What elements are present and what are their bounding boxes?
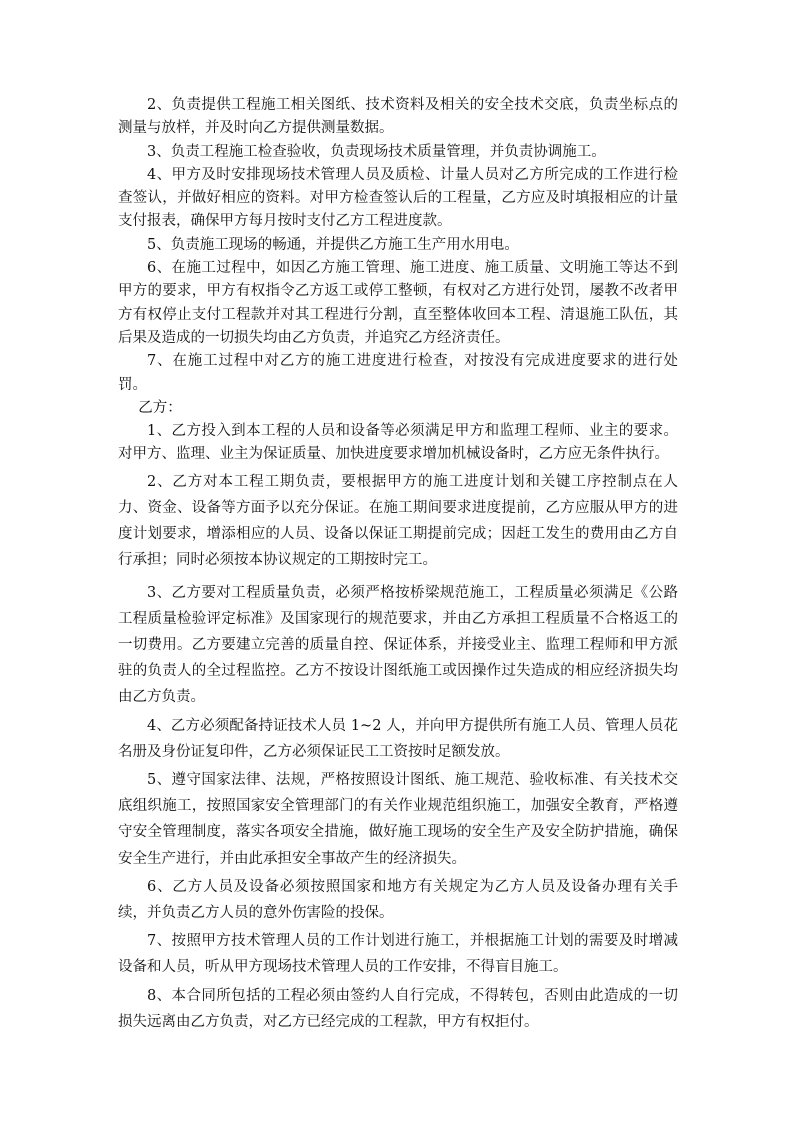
party-b-item-8: 8、本合同所包括的工程必须由签约人自行完成，不得转包，否则由此造成的一切损失远离由乙方负责，对乙方已经完成的工程款，甲方有权拒付。 (118, 987, 678, 1030)
party-a-item-7: 7、在施工过程中对乙方的施工进度进行检查，对按没有完成进度要求的进行处罚。 (118, 353, 678, 393)
party-b-item-1: 1、乙方投入到本工程的人员和设备等必须满足甲方和监理工程师、业主的要求。对甲方、监理、业主为保证质量、加快进度要求增加机械设备时，乙方应无条件执行。 (118, 423, 678, 463)
party-a-item-2: 2、负责提供工程施工相关图纸、技术资料及相关的安全技术交底，负责坐标点的测量与放样，并及时向乙方提供测量数据。 (118, 97, 678, 137)
document-body (118, 94, 678, 1037)
party-b-item-4: 4、乙方必须配备持证技术人员 1~2 人，并向甲方提供所有施工人员、管理人员花名册及身份证复印件，乙方必须保证民工工资按时足额发放。 (118, 717, 678, 760)
party-a-section (118, 94, 678, 467)
party-b-item-3: 3、乙方要对工程质量负责，必须严格按桥梁规范施工，工程质量必须满足《公路工程质量检验评定标准》及国家现行的规范要求，并由乙方承担工程质量不合格返工的一切费用。乙方要建立完善的质量自控、保证体系，并接受业主、监理工程师和甲方派驻的负责人的全过程监控。乙方不按设计图纸施工或因操作过失造成的相应经济损失均由乙方负责。 (118, 584, 678, 706)
party-b-item-7: 7、按照甲方技术管理人员的工作计划进行施工，并根据施工计划的需要及时增减设备和人员，听从甲方现场技术管理人员的工作安排，不得盲目施工。 (118, 933, 678, 976)
party-a-item-5: 5、负责施工现场的畅通，并提供乙方施工生产用水用电。 (147, 236, 519, 253)
party-b-heading: 乙方： (138, 399, 182, 416)
party-a-item-4: 4、甲方及时安排现场技术管理人员及质检、计量人员对乙方所完成的工作进行检查签认，并做好相应的资料。对甲方检查签认后的工程量，乙方应及时填报相应的计量支付报表，确保甲方每月按时支付乙方工程进度款。 (118, 166, 678, 230)
party-b-item-5: 5、遵守国家法律、法规，严格按照设计图纸、施工规范、验收标准、有关技术交底组织施工，按照国家安全管理部门的有关作业规范组织施工，加强安全教育，严格遵守安全管理制度，落实各项安全措施，做好施工现场的安全生产及安全防护措施，确保安全生产进行，并由此承担安全事故产生的经济损失。 (118, 771, 678, 867)
party-b-section (118, 469, 678, 1035)
party-b-item-2: 2、乙方对本工程工期负责，要根据甲方的施工进度计划和关键工序控制点在人力、资金、设备等方面予以充分保证。在施工期间要求进度提前，乙方应服从甲方的进度计划要求，增添相应的人员、设备以保证工期提前完成；因赶工发生的费用由乙方自行承担；同时必须按本协议规定的工期按时完工。 (118, 473, 678, 569)
party-b-item-6: 6、乙方人员及设备必须按照国家和地方有关规定为乙方人员及设备办理有关手续，并负责乙方人员的意外伤害险的投保。 (118, 878, 678, 921)
party-a-item-3: 3、负责工程施工检查验收，负责现场技术质量管理，并负责协调施工。 (147, 143, 606, 160)
party-a-item-6: 6、在施工过程中，如因乙方施工管理、施工进度、施工质量、文明施工等达不到甲方的要求，甲方有权指令乙方返工或停工整顿，有权对乙方进行处罚，屡教不改者甲方有权停止支付工程款并对其工程进行分割，直至整体收回本工程、清退施工队伍，其后果及造成的一切损失均由乙方负责，并追究乙方经济责任。 (118, 260, 678, 346)
